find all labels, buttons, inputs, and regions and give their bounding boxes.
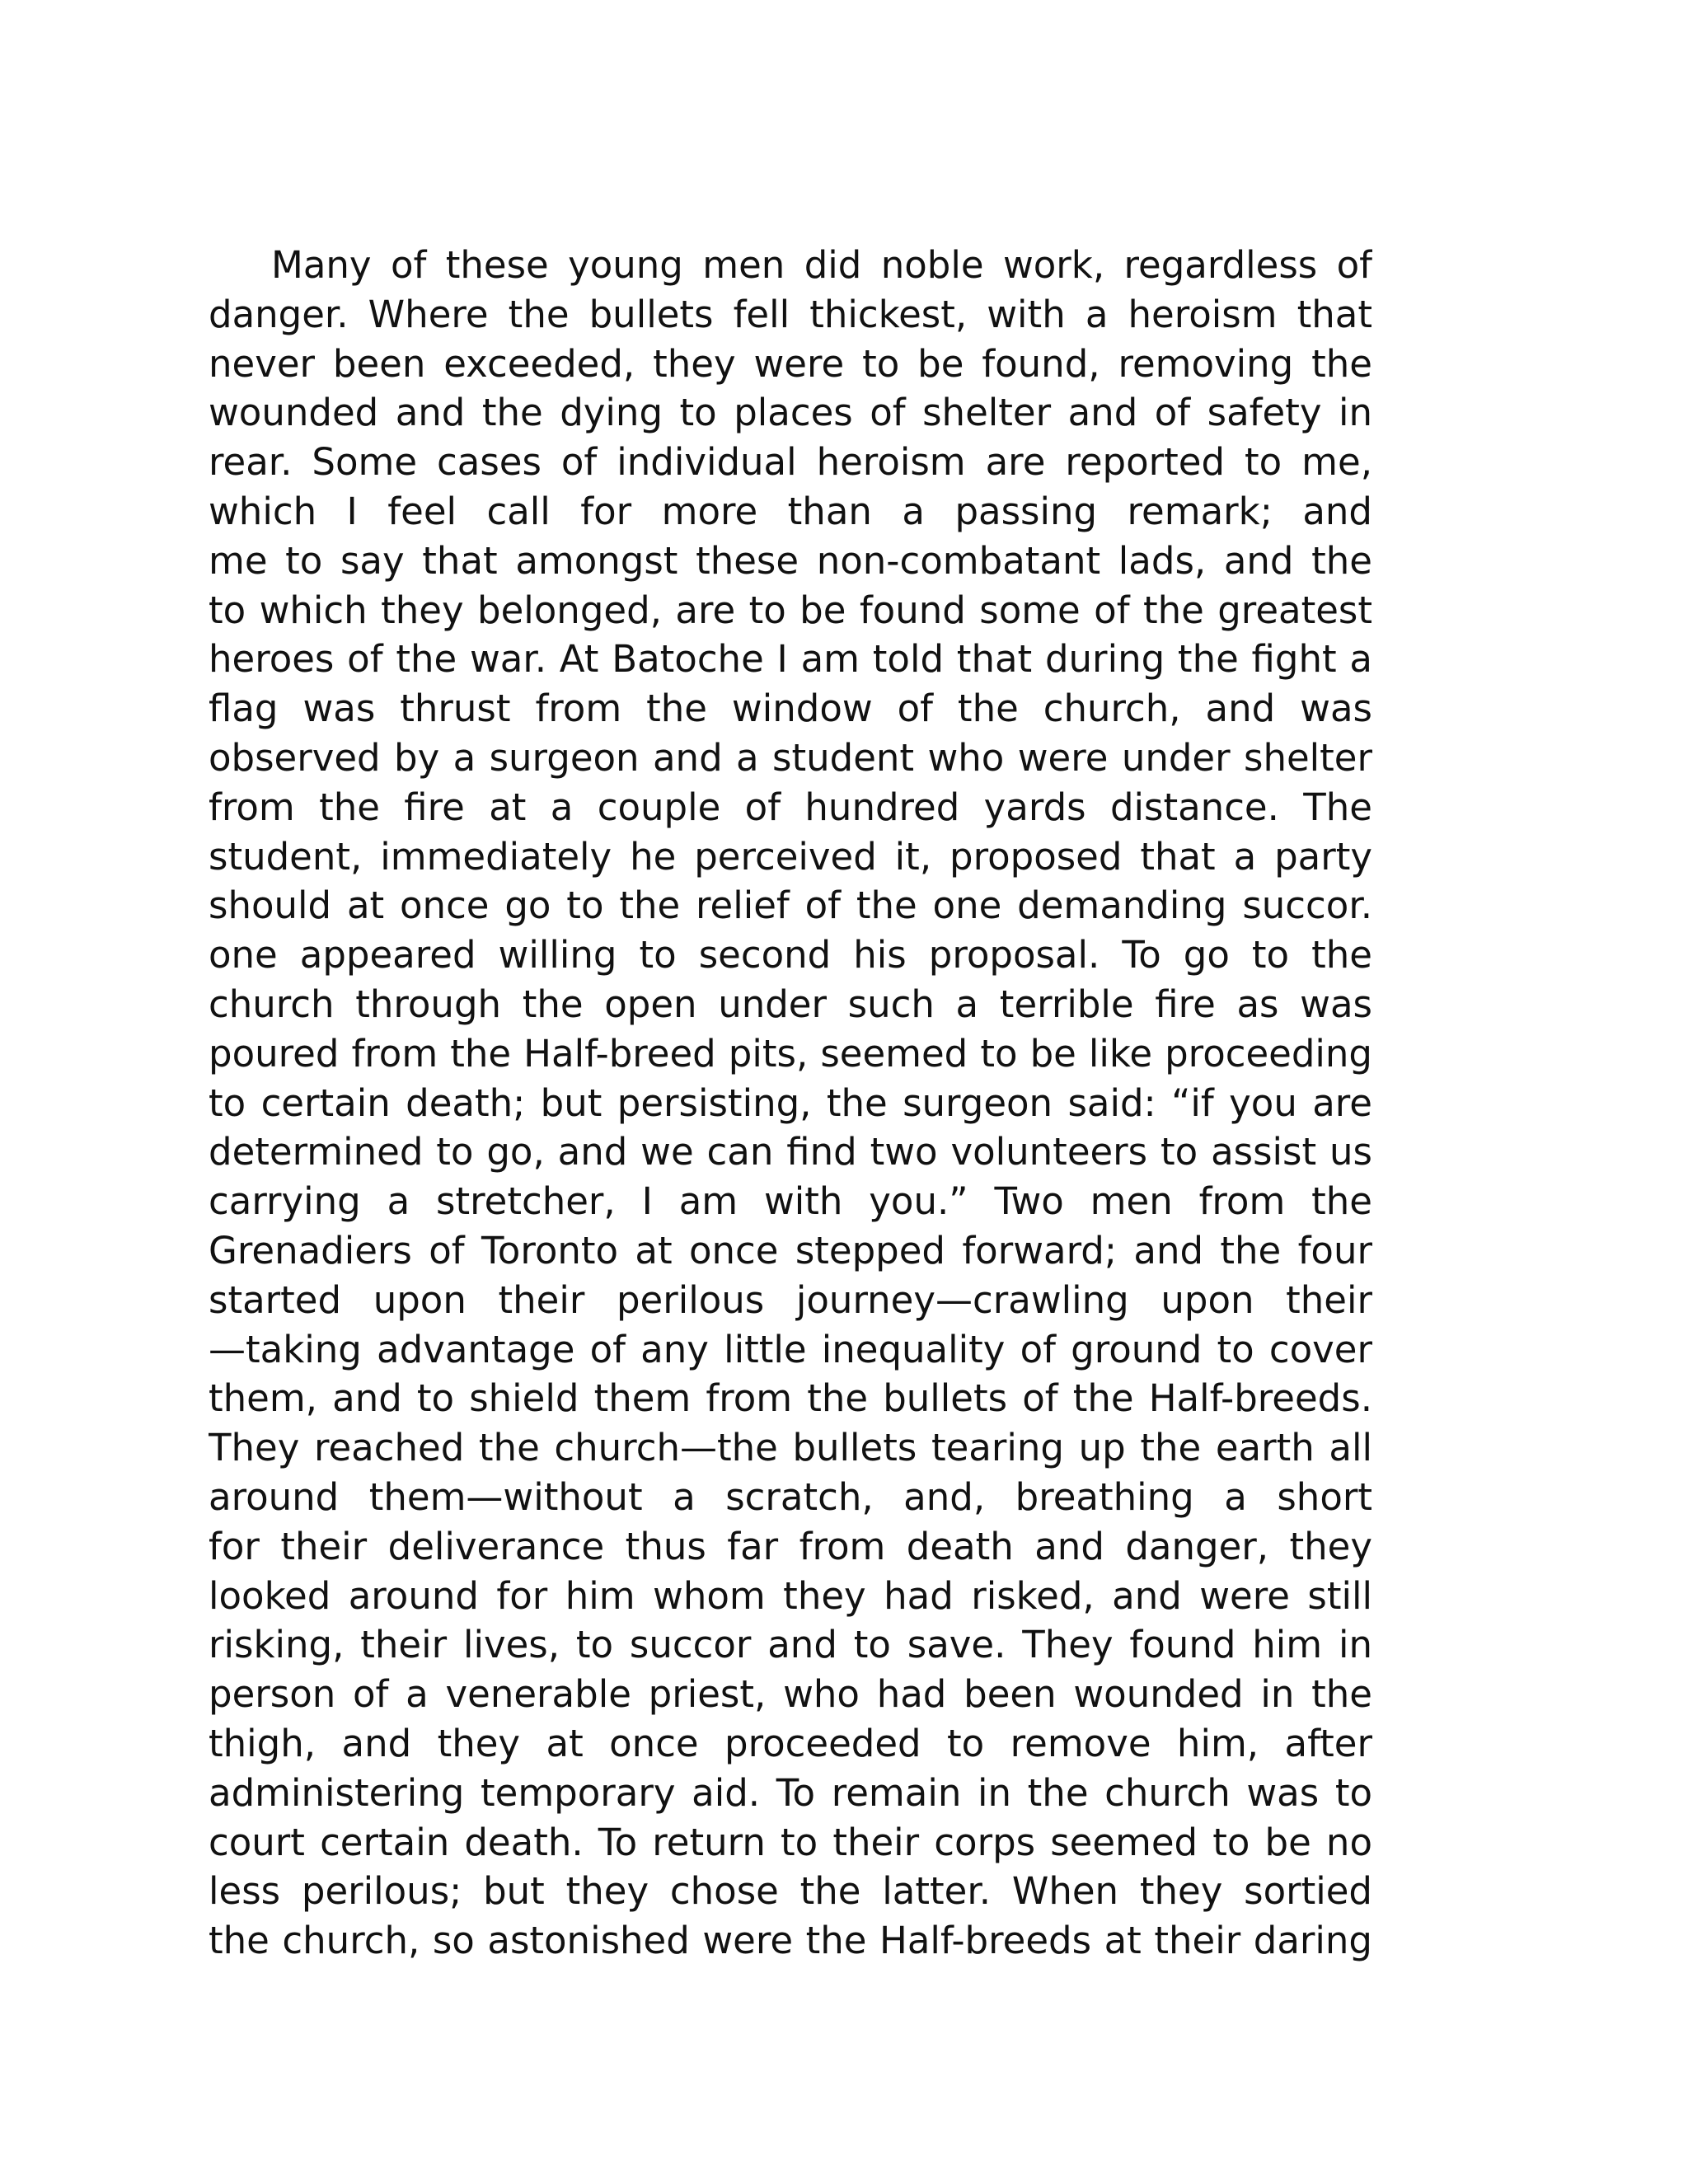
text-line: from the fire at a couple of hundred yards distance. The bbox=[209, 785, 1372, 829]
text-line: Grenadiers of Toronto at once stepped forward; and the four bbox=[209, 1228, 1372, 1272]
text-line: Many of these young men did noble work, regardless of bbox=[271, 243, 1372, 287]
text-line: flag was thrust from the window of the church, and was bbox=[209, 687, 1372, 731]
text-line: me to say that amongst these non-combatant lads, and the bbox=[209, 538, 1372, 583]
text-line: person of a venerable priest, who had been wounded in the bbox=[209, 1672, 1372, 1717]
text-line: determined to go, and we can find two volunteers to assist us bbox=[209, 1130, 1372, 1174]
text-line: They reached the church—the bullets tearing up the earth all bbox=[209, 1426, 1372, 1470]
body-paragraph bbox=[209, 241, 1372, 1966]
text-line: wounded and the dying to places of shelter and of safety in bbox=[209, 391, 1372, 435]
text-line: carrying a stretcher, I am with you.” Two men from the bbox=[209, 1179, 1372, 1224]
text-line: thigh, and they at once proceeded to remove him, after bbox=[209, 1721, 1372, 1765]
text-line: started upon their perilous journey—crawling upon their bbox=[209, 1277, 1372, 1322]
text-line: to certain death; but persisting, the surgeon said: “if you are bbox=[209, 1080, 1372, 1125]
text-line: which I feel call for more than a passing remark; and bbox=[209, 489, 1372, 533]
text-line: student, immediately he perceived it, proposed that a party bbox=[209, 834, 1372, 879]
text-line: court certain death. To return to their corps seemed to be no bbox=[209, 1820, 1372, 1864]
text-line: to which they belonged, are to be found some of the greatest bbox=[209, 588, 1372, 632]
text-line: rear. Some cases of individual heroism are reported to me, bbox=[209, 440, 1372, 485]
text-line: one appeared willing to second his proposal. To go to the bbox=[209, 933, 1372, 977]
text-line: the church, so astonished were the Half-breeds at their daring bbox=[209, 1919, 1372, 1963]
text-line: church through the open under such a terrible fire as was bbox=[209, 982, 1372, 1026]
text-line: for their deliverance thus far from death and danger, they bbox=[209, 1524, 1372, 1568]
text-line: observed by a surgeon and a student who were under shelter bbox=[209, 735, 1372, 780]
text-line: heroes of the war. At Batoche I am told that during the fight a bbox=[209, 637, 1372, 682]
text-line: them, and to shield them from the bullets of the Half-breeds. bbox=[209, 1376, 1372, 1421]
text-line: risking, their lives, to succor and to save. They found him in bbox=[209, 1623, 1372, 1667]
text-line: danger. Where the bullets fell thickest, with a heroism that bbox=[209, 292, 1372, 336]
text-line: should at once go to the relief of the one demanding succor. bbox=[209, 883, 1372, 928]
text-line: administering temporary aid. To remain in the church was to bbox=[209, 1770, 1372, 1815]
text-line: —taking advantage of any little inequality of ground to cover bbox=[209, 1327, 1372, 1371]
text-line: looked around for him whom they had risked, and were still bbox=[209, 1573, 1372, 1618]
text-line: around them—without a scratch, and, breathing a short bbox=[209, 1474, 1372, 1519]
text-line: less perilous; but they chose the latter. When they sortied bbox=[209, 1869, 1372, 1914]
text-line: never been exceeded, they were to be found, removing the bbox=[209, 341, 1372, 386]
text-line: poured from the Half-breed pits, seemed to be like proceeding bbox=[209, 1031, 1372, 1076]
